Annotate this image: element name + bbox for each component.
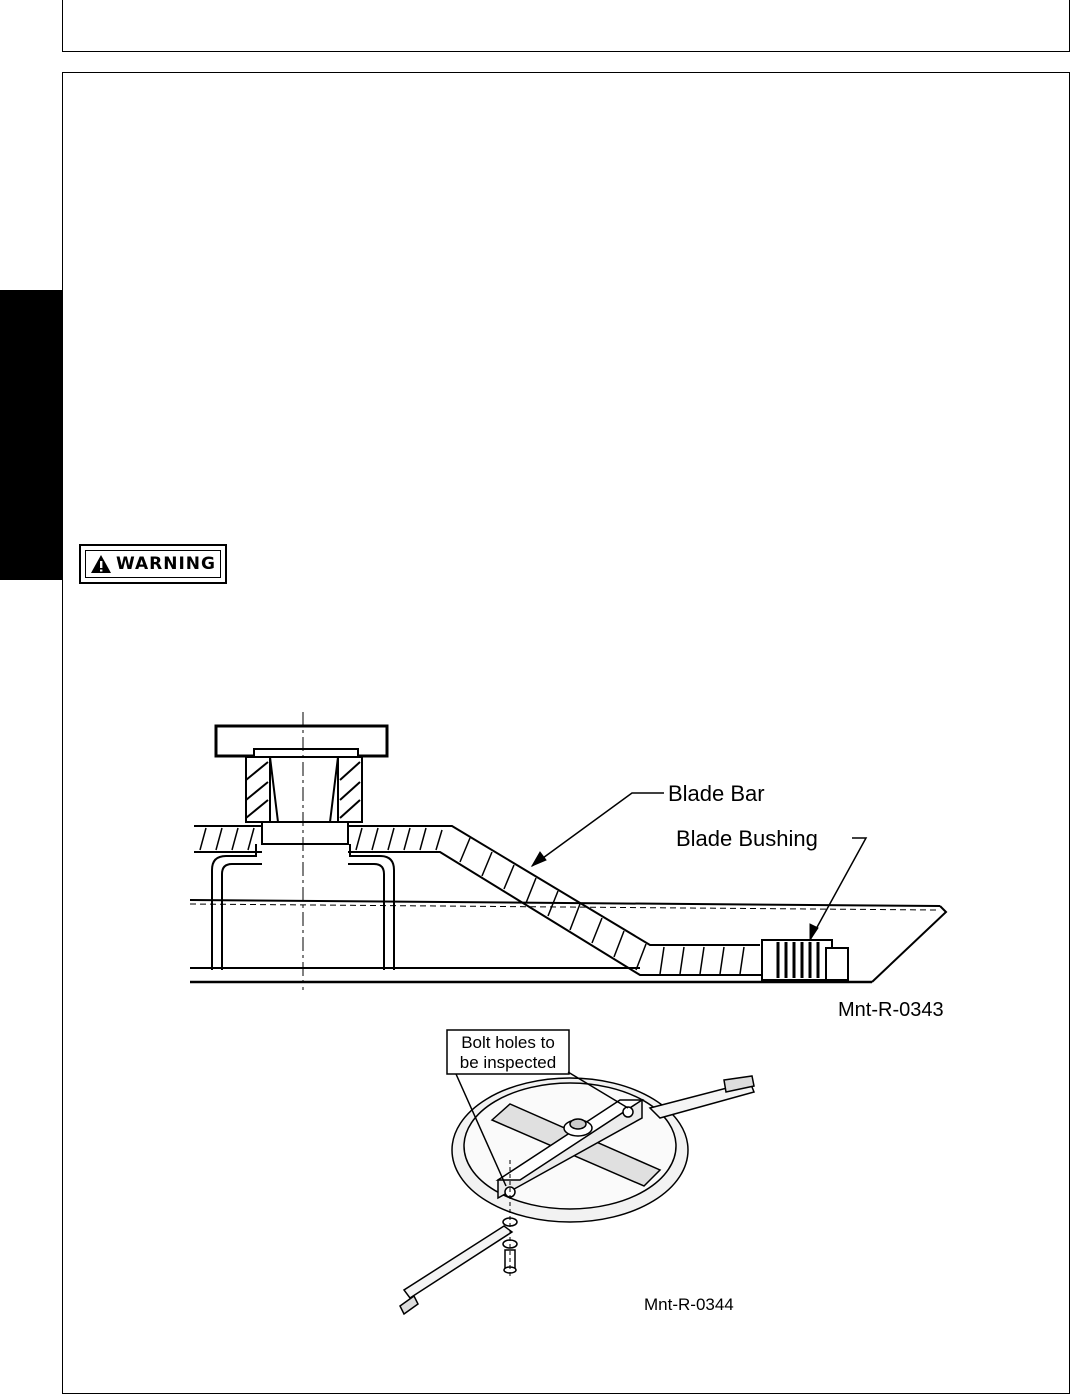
callout-line-2: be inspected <box>459 1053 557 1072</box>
callout-line-1: Bolt holes to <box>461 1033 555 1052</box>
blade-bushing-label: Blade Bushing <box>676 826 818 851</box>
blade-bar-label: Blade Bar <box>668 781 765 806</box>
figure1-caption: Mnt-R-0343 <box>838 999 944 1021</box>
figure2-caption: Mnt-R-0344 <box>644 1295 734 1314</box>
warning-label: WARNING <box>116 554 216 574</box>
